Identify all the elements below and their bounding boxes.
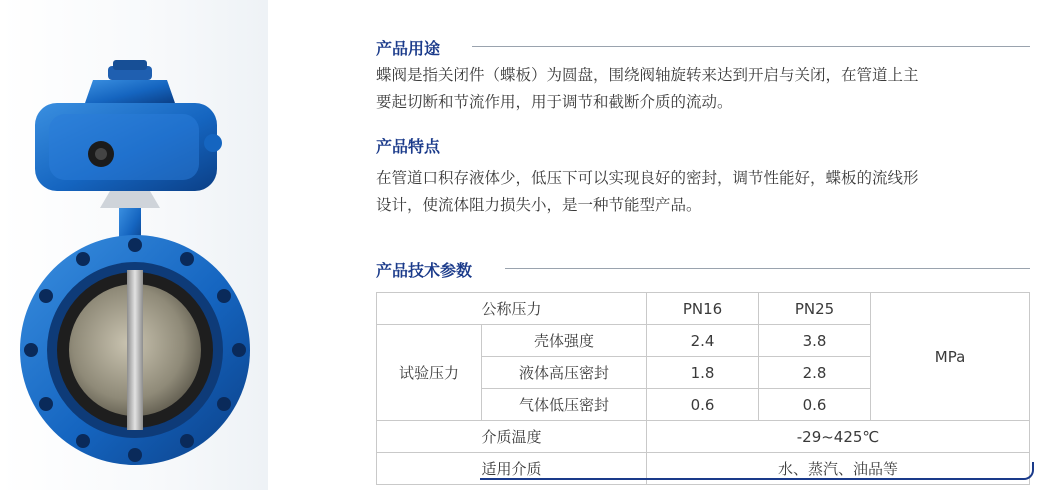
specs-title: 产品技术参数 (376, 261, 473, 280)
nominal-pressure-label: 公称压力 (377, 293, 647, 325)
row-label: 气体低压密封 (482, 389, 647, 421)
usage-paragraph (376, 62, 1036, 116)
row-label: 壳体强度 (482, 325, 647, 357)
row-pn25-value: 2.8 (759, 357, 871, 389)
features-line-1: 在管道口积存液体少，低压下可以实现良好的密封，调节性能好，蝶板的流线形 (376, 169, 919, 187)
table-row (377, 421, 1030, 453)
unit-cell: MPa (871, 293, 1030, 421)
row-pn25-value: 0.6 (759, 389, 871, 421)
product-image-panel (0, 0, 268, 490)
table-row (377, 453, 1030, 485)
media-label: 适用介质 (377, 453, 647, 485)
features-line-2: 设计，使流体阻力损失小，是一种节能型产品。 (376, 196, 702, 214)
usage-line-1: 蝶阀是指关闭件（蝶板）为圆盘，围绕阀轴旋转来达到开启与关闭，在管道上主 (376, 66, 919, 84)
pn25-header: PN25 (759, 293, 871, 325)
test-pressure-label: 试验压力 (377, 325, 482, 421)
features-title: 产品特点 (376, 137, 441, 156)
row-pn16-value: 0.6 (647, 389, 759, 421)
features-paragraph (376, 165, 1036, 219)
row-pn25-value: 3.8 (759, 325, 871, 357)
usage-line-2: 要起切断和节流作用，用于调节和截断介质的流动。 (376, 93, 733, 111)
butterfly-valve-icon (15, 58, 260, 473)
specs-divider (505, 268, 1030, 269)
table-row (377, 293, 1030, 325)
usage-divider (472, 46, 1030, 47)
row-pn16-value: 2.4 (647, 325, 759, 357)
media-value: 水、蒸汽、油品等 (647, 453, 1030, 485)
spec-table (376, 292, 1030, 485)
row-pn16-value: 1.8 (647, 357, 759, 389)
usage-title: 产品用途 (376, 39, 441, 58)
pn16-header: PN16 (647, 293, 759, 325)
temp-value: -29~425℃ (647, 421, 1030, 453)
temp-label: 介质温度 (377, 421, 647, 453)
row-label: 液体高压密封 (482, 357, 647, 389)
